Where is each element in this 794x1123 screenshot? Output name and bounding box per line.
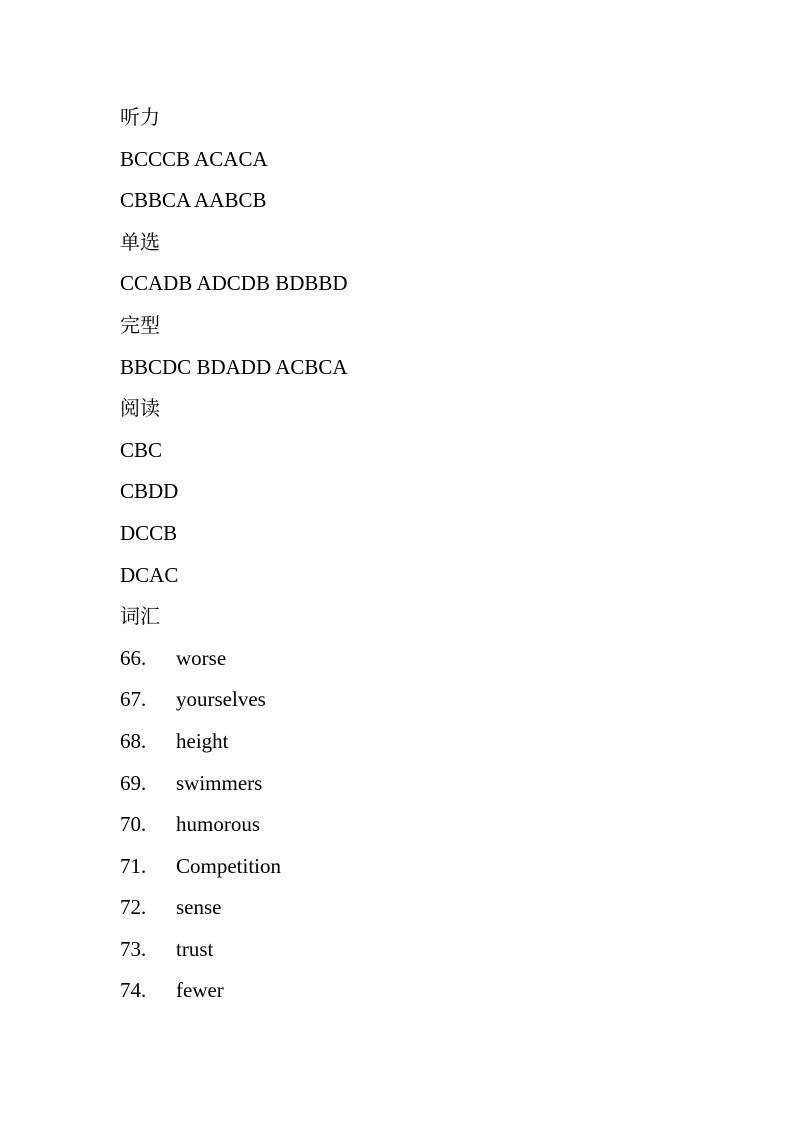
vocab-list-item <box>120 725 680 767</box>
vocab-item-number: 68. <box>120 728 147 753</box>
section-heading-listening: 听力 <box>120 105 160 129</box>
answer-key <box>120 101 680 1016</box>
vocab-item-number: 70. <box>120 812 147 837</box>
vocab-item-word: worse <box>176 645 227 670</box>
vocab-list-item <box>120 850 680 892</box>
section-heading-cloze: 完型 <box>120 312 160 337</box>
section-heading-reading: 阅读 <box>120 396 160 421</box>
cloze-answers-line: BBCDC BDADD ACBCA <box>120 354 348 379</box>
vocab-list-item <box>120 891 680 933</box>
vocab-item-word: humorous <box>176 812 260 837</box>
vocab-list-item <box>120 642 680 684</box>
vocab-item-number: 69. <box>120 770 147 795</box>
vocab-item-word: sense <box>176 895 222 920</box>
vocab-item-number: 73. <box>120 936 147 961</box>
vocab-item-word: swimmers <box>176 770 263 795</box>
reading-answers-line: CBC <box>120 437 163 462</box>
vocab-item-number: 72. <box>120 895 147 920</box>
vocab-item-word: yourselves <box>176 687 266 712</box>
vocab-item-number: 66. <box>120 645 147 670</box>
vocab-item-word: trust <box>176 936 214 961</box>
vocab-list-item <box>120 808 680 850</box>
vocab-list-item <box>120 683 680 725</box>
vocab-list-item <box>120 767 680 809</box>
listening-answers-line: CBBCA AABCB <box>120 188 267 213</box>
vocab-item-word: height <box>176 728 229 753</box>
vocab-list-item <box>120 974 680 1016</box>
vocab-item-word: fewer <box>176 978 224 1003</box>
vocab-item-number: 74. <box>120 978 147 1003</box>
reading-answers-line: DCCB <box>120 520 178 545</box>
vocab-item-word: Competition <box>176 853 281 878</box>
section-heading-single-choice: 单选 <box>120 229 160 254</box>
section-heading-vocabulary: 词汇 <box>120 604 160 629</box>
vocab-list-item <box>120 933 680 975</box>
listening-answers-line: BCCCB ACACA <box>120 146 268 171</box>
reading-answers-line: DCAC <box>120 562 179 587</box>
vocab-item-number: 67. <box>120 687 147 712</box>
reading-answers-line: CBDD <box>120 479 179 504</box>
single-choice-answers-line: CCADB ADCDB BDBBD <box>120 271 348 296</box>
vocab-item-number: 71. <box>120 853 147 878</box>
